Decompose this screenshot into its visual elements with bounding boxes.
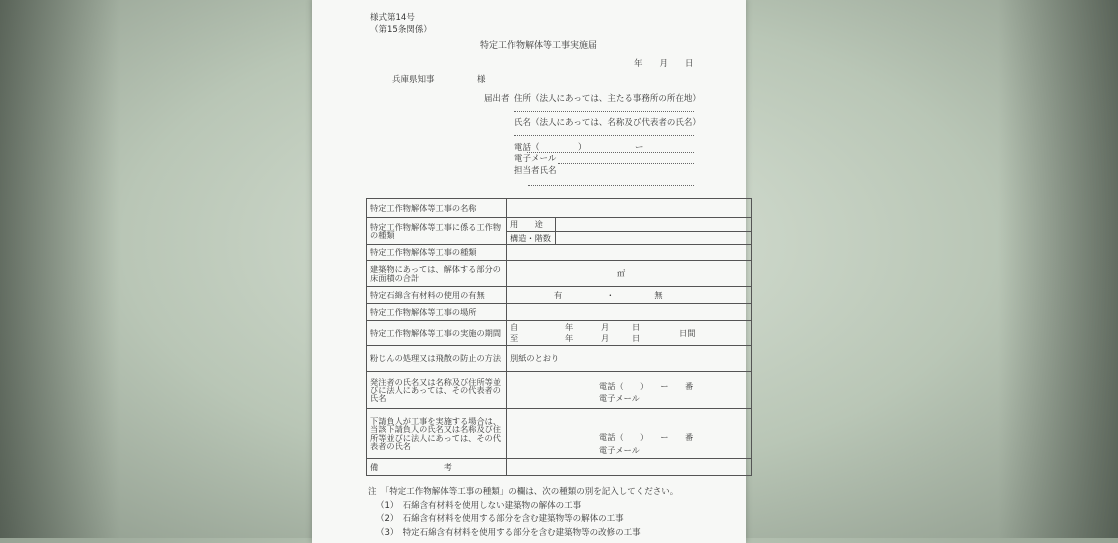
article-reference: （第15条関係） [370,25,432,35]
orderer-label: 発注者の氏名又は名称及び住所等並びに法人にあっては、その代表者の氏名 [367,372,507,409]
asbestos-separator: ・ [606,289,615,300]
period-from-month: 月 [601,322,610,332]
dust-method-value: 別紙のとおり [507,346,752,372]
dust-method-label: 粉じんの処理又は飛散の防止の方法 [367,346,507,372]
table-row [367,261,752,287]
address-line [514,111,694,112]
background-shadow-right [998,0,1118,538]
remarks-value [507,459,752,476]
work-type-label: 特定工作物解体等工事の種類 [367,245,507,261]
asbestos-usage-value [507,287,752,304]
table-row [367,218,752,232]
table-row [367,245,752,261]
name-line [514,135,694,136]
form-number: 様式第14号 [370,13,415,23]
phone-label: 電話（ [514,143,540,153]
form-document [312,0,746,543]
period-days: 日間 [679,328,696,338]
notes-item-2: （2） 石綿含有材料を使用する部分を含む建築物等の解体の工事 [376,514,624,524]
work-type-value [507,245,752,261]
document-title: 特定工作物解体等工事実施届 [480,41,598,51]
asbestos-usage-label: 特定石綿含有材料の使用の有無 [367,287,507,304]
structure-type-label: 特定工作物解体等工事に係る工作物の種類 [367,218,507,245]
asbestos-no: 無 [654,289,663,300]
work-name-value [507,199,752,218]
notifier-label: 届出者 [484,94,510,104]
work-location-label: 特定工作物解体等工事の場所 [367,304,507,321]
table-row [367,409,752,459]
contact-line [528,185,694,186]
period-from: 自 [510,322,519,332]
period-to-month: 月 [601,333,610,343]
notes-lead: 注 「特定工作物解体等工事の種類」の欄は、次の種類の別を記入してください。 [368,487,679,497]
phone-paren: ） [578,143,587,153]
period-to: 至 [510,333,519,343]
period-from-day: 日 [632,322,641,332]
orderer-email: 電子メール [599,393,640,403]
email-label: 電子メール [514,154,557,164]
notes-item-1: （1） 石綿含有材料を使用しない建築物の解体の工事 [376,500,582,511]
structure-floors-value [556,232,752,245]
notification-table [366,198,752,476]
phone-dash: ー [635,143,644,153]
email-line [558,163,694,164]
addressee: 兵庫県知事 様 [392,75,486,85]
period-to-day: 日 [632,333,641,343]
notes-section [368,486,678,540]
floor-area-label: 建築物にあっては、解体する部分の床面積の合計 [367,261,507,287]
table-row [367,287,752,304]
address-label: 住所（法人にあっては、主たる事務所の所在地） [514,94,701,104]
floor-area-unit: ㎡ [507,261,752,287]
phone-line [527,152,694,153]
work-name-label: 特定工作物解体等工事の名称 [367,199,507,218]
usage-label: 用 途 [507,218,556,232]
subcontractor-label: 下請負人が工事を実施する場合は、当該下請負人の氏名又は名称及び住所等並びに法人にあっては、その代表者の氏名 [367,409,507,459]
remarks-label: 備 考 [367,459,507,476]
contact-label: 担当者氏名 [514,166,557,176]
table-row [367,199,752,218]
notes-item-3: （3） 特定石綿含有材料を使用する部分を含む建築物等の改修の工事 [376,527,641,538]
name-label: 氏名（法人にあっては、名称及び代表者の氏名） [514,118,701,128]
period-from-year: 年 [565,322,574,332]
subcontractor-value [507,409,752,459]
work-period-value [507,321,752,346]
table-row [367,372,752,409]
table-row [367,346,752,372]
background-shadow-left [0,0,120,538]
period-to-year: 年 [565,333,574,343]
asbestos-yes: 有 [554,289,563,300]
table-row [367,304,752,321]
work-period-label: 特定工作物解体等工事の実施の期間 [367,321,507,346]
usage-value [556,218,752,232]
orderer-value [507,372,752,409]
table-row [367,459,752,476]
table-row [367,321,752,346]
subcontractor-phone: 電話（ ） ー 番 [599,432,694,442]
structure-floors-label: 構造・階数 [507,232,556,245]
subcontractor-email: 電子メール [599,445,640,455]
date-line: 年 月 日 [634,59,694,69]
orderer-phone: 電話（ ） ー 番 [599,381,694,391]
work-location-value [507,304,752,321]
